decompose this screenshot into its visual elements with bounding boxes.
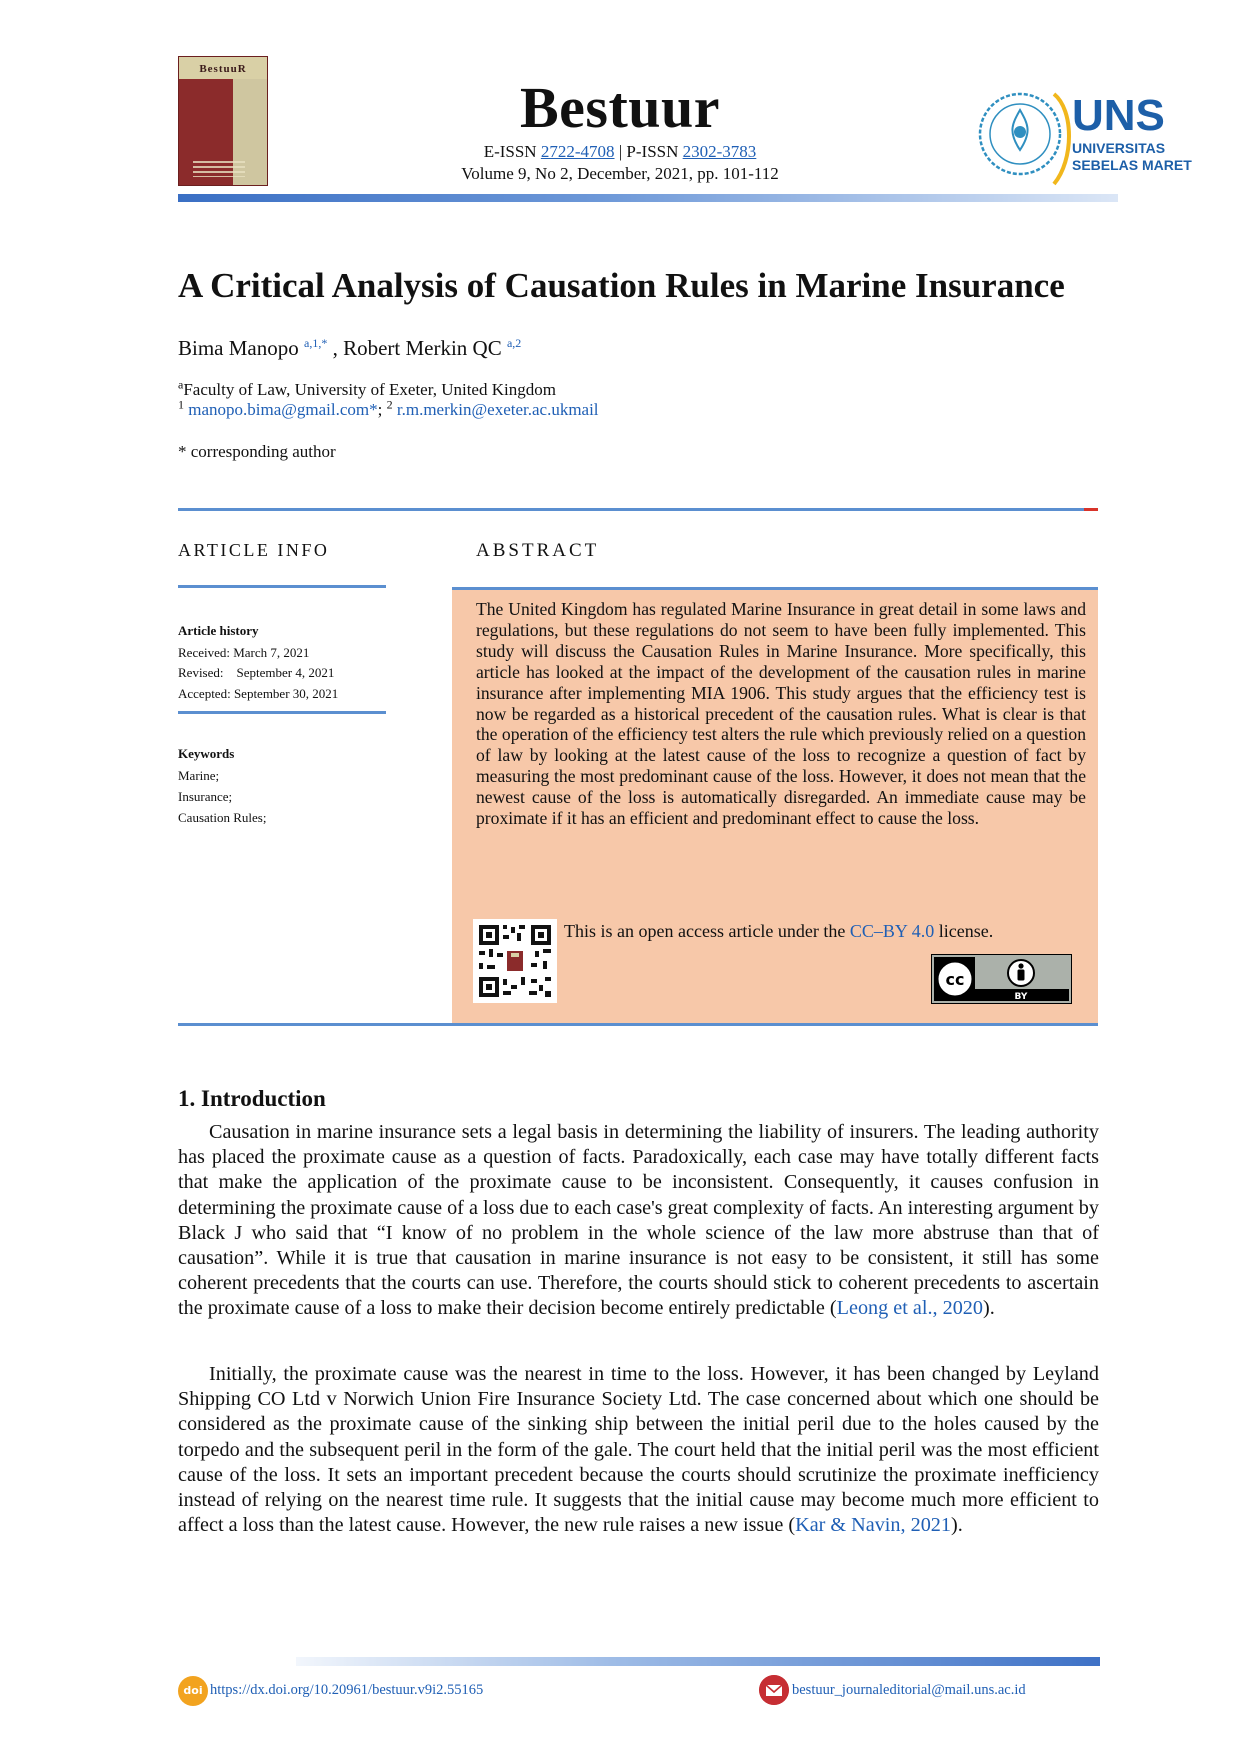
introduction-paragraph-1: Causation in marine insurance sets a legal basis in determining the liability of insurers. The leading authority has placed the proximate cause as a question of facts. Paradoxically, each case may have totally different facts that make the application of the proximate cause to be inconsistent. Consequently, it causes confusion in determining the proximate cause of a loss due to each case's great complexity of facts. An interesting argument by Black J who said that “I know of no problem in the whole science of the law more abstruse than that of causation”. While it is true that causation in marine insurance is not easy to be consistent, it still has some coherent precedents that the courts can use. Therefore, the courts should stick to coherent precedents to ascertain the proximate cause of a loss to make their decision become entirely predictable (Leong et al., 2020). [178, 1121, 1099, 1320]
article-title: A Critical Analysis of Causation Rules in Marine Insurance [178, 266, 1065, 305]
keyword-item: Insurance; [178, 789, 233, 804]
abstract-text: The United Kingdom has regulated Marine Insurance in great detail in some laws and regulations, but these regulations do not seem to have been fully implemented. This study will discuss the Causation Rules in Marine Insurance. More specifically, this article has looked at the impact of the development of the causation rules in marine insurance after implementing MIA 1906. This study argues that the efficiency test is now be regarded as a historical precedent of the causation rules. What is clear is that the operation of the efficiency test alters the rule which previously relied on a question of law by looking at the latest cause of the loss to recognize a question of fact by measuring the most predominant cause of the loss. However, it does not mean that the newest cause of the loss is automatically disregarded. An immediate cause may be proximate if it has an efficient and predominant effect to cause the loss. [476, 599, 1086, 829]
introduction-paragraph-2: Initially, the proximate cause was the nearest in time to the loss. However, it has been changed by Leyland Shipping CO Ltd v Norwich Union Fire Insurance Society Ltd. The case concerned about which one should be considered as the proximate cause of the sinking ship between the initial peril due to the holes caused by the torpedo and the subsequent peril in the form of the gale. The court held that the initial peril was the most efficient cause of the loss. It sets an important precedent because the courts should scrutinize the proximate inefficiency instead of relying on the nearest time rule. It suggests that the initial cause may become much more efficient to affect a loss than the latest cause. However, the new rule raises a new issue (Kar & Navin, 2021). [178, 1363, 1099, 1537]
cover-title: BestuuR [199, 63, 247, 75]
authors: Bima Manopo $^{a,1,*}$ , Robert Merkin QC $^{a,2}$ [178, 336, 522, 360]
doi-link[interactable]: https://dx.doi.org/10.20961/bestuur.v9i2.55165 [210, 1682, 484, 1698]
info-divider [178, 585, 386, 588]
mail-icon [759, 1675, 789, 1705]
eissn-link[interactable]: 2722-4708 [540, 142, 615, 161]
article-info-heading: ARTICLE INFO [178, 540, 330, 560]
abstract-box-border [452, 587, 1098, 590]
email-link-2[interactable]: r.m.merkin@exeter.ac.ukmail [396, 400, 599, 419]
affiliation: $^a$Faculty of Law, University of Exeter, United Kingdom [178, 377, 556, 399]
article-history-heading: Article history [178, 623, 259, 638]
editorial-email-link[interactable]: bestuur_journaleditorial@mail.uns.ac.id [792, 1682, 1026, 1698]
introduction-heading: 1. Introduction [178, 1086, 326, 1111]
accepted-date: Accepted: September 30, 2021 [178, 686, 339, 701]
svg-text:SEBELAS MARET: SEBELAS MARET [1072, 157, 1192, 173]
info-divider [178, 711, 386, 714]
header-divider [178, 194, 1118, 202]
qr-code-icon[interactable] [473, 919, 557, 1003]
keyword-item: Marine; [178, 768, 220, 783]
keyword-item: Causation Rules; [178, 810, 267, 825]
author-1: Bima Manopo [178, 336, 299, 360]
author-emails: $^1$ manopo.bima@gmail.com*; $^2$ r.m.merkin@exeter.ac.ukmail [178, 397, 599, 419]
citation-link[interactable]: Kar & Navin, 2021 [795, 1514, 951, 1537]
cc-by-license-link[interactable]: CC–BY 4.0 [849, 921, 935, 941]
issn-line: E-ISSN 2722-4708 | P-ISSN 2302-3783 [483, 142, 757, 161]
section-divider-accent [1084, 508, 1098, 511]
keywords-heading: Keywords [178, 746, 235, 761]
uns-logo [972, 80, 1202, 190]
svg-text:UNIVERSITAS: UNIVERSITAS [1072, 140, 1166, 156]
footer-divider [296, 1657, 1100, 1666]
citation-link[interactable]: Leong et al., 2020 [836, 1297, 983, 1320]
abstract-heading: ABSTRACT [476, 540, 600, 561]
pissn-link[interactable]: 2302-3783 [682, 142, 757, 161]
svg-text:cc: cc [945, 970, 965, 989]
corresponding-author-note: * corresponding author [178, 442, 336, 461]
section-divider [178, 508, 1096, 511]
volume-line: Volume 9, No 2, December, 2021, pp. 101-112 [461, 164, 779, 183]
uns-emblem-icon [980, 94, 1060, 174]
license-statement: This is an open access article under the CC–BY 4.0 license. [564, 921, 994, 941]
journal-title: Bestuur [519, 75, 721, 140]
cc-by-badge-icon[interactable] [931, 954, 1072, 1004]
author-2: , Robert Merkin QC [332, 336, 502, 360]
svg-text:BY: BY [1014, 992, 1028, 1002]
svg-text:UNS: UNS [1072, 91, 1165, 140]
revised-date: Revised: September 4, 2021 [178, 665, 335, 680]
received-date: Received: March 7, 2021 [178, 645, 310, 660]
doi-icon: doi [178, 1676, 208, 1706]
email-link-1[interactable]: manopo.bima@gmail.com* [188, 400, 378, 419]
section-divider [178, 1023, 1098, 1026]
